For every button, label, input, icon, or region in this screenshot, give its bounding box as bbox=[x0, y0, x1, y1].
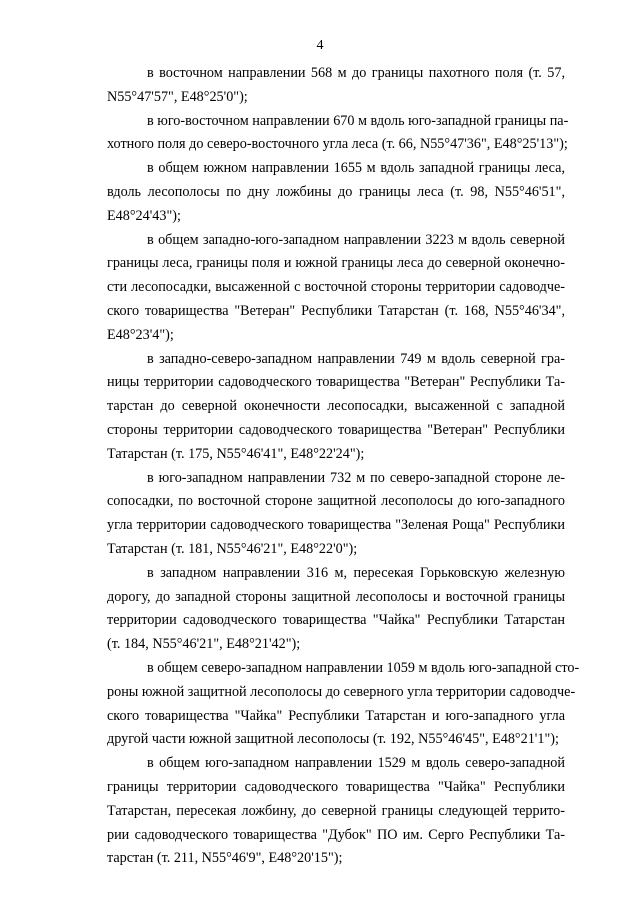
paragraph-line: дорогу, до западной стороны защитной лесополосы и восточной границы bbox=[107, 588, 565, 605]
paragraph bbox=[107, 110, 569, 158]
paragraph-line: тарстан (т. 211, N55°46'9", E48°20'15"); bbox=[107, 850, 343, 867]
paragraph-line: в западно-северо-западном направлении 749 м вдоль северной гра- bbox=[147, 350, 565, 367]
paragraph bbox=[107, 467, 565, 562]
paragraph-line: в юго-восточном направлении 670 м вдоль юго-западной границы па- bbox=[147, 112, 569, 129]
document-body bbox=[107, 62, 580, 871]
paragraph-line: ского товарищества "Чайка" Республики Татарстан и юго-западного угла bbox=[107, 707, 565, 724]
paragraph bbox=[107, 657, 580, 752]
paragraph-line: сти лесопосадки, высаженной с восточной стороны территории садоводче- bbox=[107, 279, 565, 296]
paragraph bbox=[107, 752, 565, 871]
paragraph-line: в западном направлении 316 м, пересекая Горьковскую железную bbox=[147, 564, 565, 581]
paragraph bbox=[107, 348, 565, 467]
paragraph-line: в общем северо-западном направлении 1059 м вдоль юго-западной сто- bbox=[147, 659, 580, 676]
paragraph-line: угла территории садоводческого товарищества "Зеленая Роща" Республики bbox=[107, 517, 565, 534]
paragraph-line: другой части южной защитной лесополосы (т. 192, N55°46'45", E48°21'1"); bbox=[107, 731, 559, 748]
paragraph-line: E48°23'4"); bbox=[107, 326, 174, 343]
paragraph-line: ского товарищества "Ветеран" Республики Татарстан (т. 168, N55°46'34", bbox=[107, 302, 565, 319]
paragraph bbox=[107, 62, 565, 110]
paragraph bbox=[107, 229, 565, 348]
paragraph-line: в общем западно-юго-западном направлении 3223 м вдоль северной bbox=[147, 231, 565, 248]
paragraph-line: роны южной защитной лесополосы до северного угла территории садоводче- bbox=[107, 683, 576, 700]
paragraph-line: тарстан до северной оконечности лесопосадки, высаженной с западной bbox=[107, 398, 565, 415]
paragraph-line: N55°47'57", E48°25'0"); bbox=[107, 88, 248, 105]
paragraph-line: рии садоводческого товарищества "Дубок" ПО им. Серго Республики Та- bbox=[107, 826, 565, 843]
paragraph-line: в юго-западном направлении 732 м по северо-западной стороне ле- bbox=[147, 469, 565, 486]
paragraph bbox=[107, 157, 565, 228]
paragraph-line: в общем южном направлении 1655 м вдоль западной границы леса, bbox=[147, 160, 565, 177]
paragraph bbox=[107, 562, 565, 657]
paragraph-line: границы территории садоводческого товарищества "Чайка" Республики bbox=[107, 778, 565, 795]
paragraph-line: территории садоводческого товарищества "Чайка" Республики Татарстан bbox=[107, 612, 565, 629]
paragraph-line: E48°24'43"); bbox=[107, 207, 181, 224]
paragraph-line: вдоль лесополосы по дну ложбины до границы леса (т. 98, N55°46'51", bbox=[107, 183, 565, 200]
paragraph-line: ницы территории садоводческого товарищества "Ветеран" Республики Та- bbox=[107, 374, 565, 391]
paragraph-line: стороны территории садоводческого товарищества "Ветеран" Республики bbox=[107, 421, 565, 438]
paragraph-line: хотного поля до северо-восточного угла леса (т. 66, N55°47'36", E48°25'13"); bbox=[107, 136, 568, 153]
paragraph-line: в восточном направлении 568 м до границы пахотного поля (т. 57, bbox=[147, 65, 565, 81]
paragraph-line: Татарстан (т. 175, N55°46'41", E48°22'24"); bbox=[107, 445, 365, 462]
paragraph-line: в общем юго-западном направлении 1529 м вдоль северо-западной bbox=[147, 755, 565, 772]
paragraph-line: Татарстан, пересекая ложбину, до северной границы следующей террито- bbox=[107, 802, 565, 819]
paragraph-line: границы леса, границы поля и южной границы леса до северной оконечно- bbox=[107, 255, 565, 272]
paragraph-line: (т. 184, N55°46'21", E48°21'42"); bbox=[107, 636, 301, 653]
paragraph-line: сопосадки, по восточной стороне защитной лесополосы до юго-западного bbox=[107, 493, 565, 510]
paragraph-line: Татарстан (т. 181, N55°46'21", E48°22'0"); bbox=[107, 540, 358, 557]
page-number: 4 bbox=[316, 38, 324, 53]
